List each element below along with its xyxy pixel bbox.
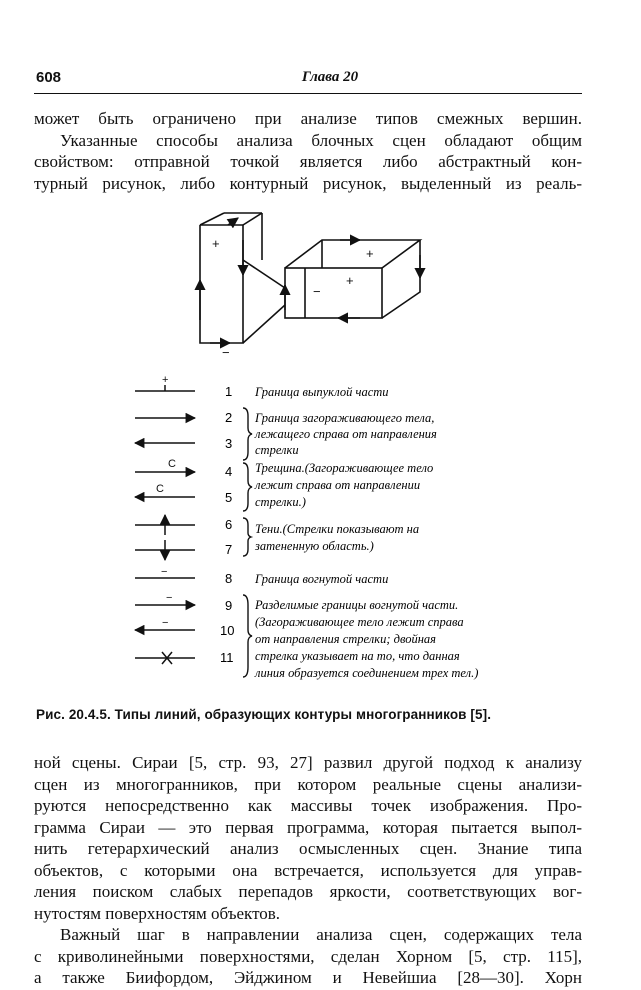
legend-text: Граница выпуклой части <box>255 385 389 399</box>
legend-text: Граница вогнутой части <box>255 572 389 586</box>
mark-plus: + <box>366 246 374 261</box>
mark-plus: + <box>346 273 354 288</box>
legend-num: 8 <box>225 571 233 586</box>
text-line: турный рисунок, либо контурный рисунок, выделенный из реаль- <box>34 173 582 193</box>
legend-num: 5 <box>225 490 233 505</box>
legend-minus: − <box>166 592 173 604</box>
legend-text: Трещина.(Загораживающее тело <box>255 461 434 475</box>
long-block-side <box>382 240 420 318</box>
header-rule <box>34 93 582 94</box>
bracket-2-3 <box>243 408 252 460</box>
legend-labels <box>220 384 478 680</box>
legend-num: 10 <box>220 623 235 638</box>
text-line: ления поиском слабых перепадов яркости, соответствующих вог- <box>34 882 582 901</box>
legend-num: 2 <box>225 410 233 425</box>
legend-num: 4 <box>225 464 233 479</box>
legend-c: C <box>168 458 176 470</box>
text-line: ной сцены. Сираи [5, стр. 93, 27] развил другой подход к анализу <box>34 753 582 772</box>
tall-block-edge <box>243 260 285 288</box>
legend-text: Тени.(Стрелки показывают на <box>255 522 420 536</box>
drawing-arrow <box>228 218 238 225</box>
text-line: руются непосредственно как массивы точек изображения. Про- <box>34 796 582 815</box>
legend-num: 6 <box>225 517 233 532</box>
legend-text: стрелки <box>255 443 299 457</box>
text-line: а также Биифордом, Эйджином и Невейшиа [28—30]. Хорн <box>34 968 582 987</box>
legend-text: затененную область.) <box>255 539 374 553</box>
text-line: может быть ограничено при анализе типов смежных вершин. <box>34 109 582 128</box>
long-block-top <box>285 240 420 268</box>
tall-block-edge <box>200 213 224 225</box>
polyhedra-drawing <box>200 213 420 343</box>
legend-num: 1 <box>225 384 233 399</box>
figure-caption: Рис. 20.4.5. Типы линий, образующих контуры многогранников [5]. <box>36 707 492 722</box>
long-block-front <box>285 268 382 318</box>
page-number: 608 <box>36 69 62 86</box>
mark-plus: + <box>212 236 220 251</box>
text-line: сцен из многогранников, при котором реальные сцены анализи- <box>34 774 582 794</box>
line-types-figure <box>0 200 641 700</box>
chapter-title: Глава 20 <box>301 69 359 85</box>
legend-text: Граница загораживающего тела, <box>255 411 435 425</box>
text-line: нутостям поверхностям объектов. <box>34 903 281 923</box>
legend-brackets <box>243 408 252 677</box>
bottom-paragraph <box>34 752 582 989</box>
legend-minus: − <box>162 617 169 629</box>
tall-block-edge <box>243 213 262 225</box>
drawing-marks <box>212 236 374 360</box>
mark-minus: − <box>313 284 321 299</box>
legend-c: C <box>156 483 164 495</box>
legend-text: стрелки.) <box>255 495 306 509</box>
legend-num: 7 <box>225 542 233 557</box>
legend-text: (Загораживающее тело лежит справа <box>255 615 464 629</box>
legend-num: 11 <box>220 650 234 665</box>
legend-text: от направления стрелки; двойная <box>255 632 436 646</box>
text-line: Указанные способы анализа блочных сцен обладают общим <box>60 130 582 150</box>
text-line: Важный шаг в направлении анализа сцен, содержащих тела <box>60 925 582 944</box>
bracket-4-5 <box>243 463 252 511</box>
text-line: с криволинейными поверхностями, сделан Хорном [5, стр. 115], <box>34 946 582 966</box>
legend-plus: + <box>162 374 169 386</box>
legend-minus: − <box>161 566 168 578</box>
text-line: нить гетерархический анализ осмысленных сцен. Знание типа <box>34 839 582 858</box>
text-line: объектов, с которыми она встречается, используется для управ- <box>34 860 582 880</box>
text-line: свойством: отправной точкой является либо абстрактный кон- <box>34 152 582 171</box>
legend-text: стрелка указывает на то, что данная <box>255 649 460 663</box>
legend-text: лежащего справа от направления <box>255 427 437 441</box>
legend-text: лежит справа от направлении <box>255 478 421 492</box>
legend-num: 9 <box>225 598 233 613</box>
legend-text: Разделимые границы вогнутой части. <box>255 598 459 612</box>
tall-block-edge <box>243 305 285 343</box>
tall-block-outline <box>200 225 243 343</box>
legend-text: линия образуется соединением трех тел.) <box>255 666 479 680</box>
bracket-6-7 <box>243 518 251 556</box>
text-line: грамма Сираи — это первая программа, которая пытается выпол- <box>34 817 582 837</box>
mark-minus: − <box>222 345 230 360</box>
bracket-9-11 <box>243 595 252 677</box>
top-paragraph <box>34 108 582 194</box>
legend-num: 3 <box>225 436 233 451</box>
